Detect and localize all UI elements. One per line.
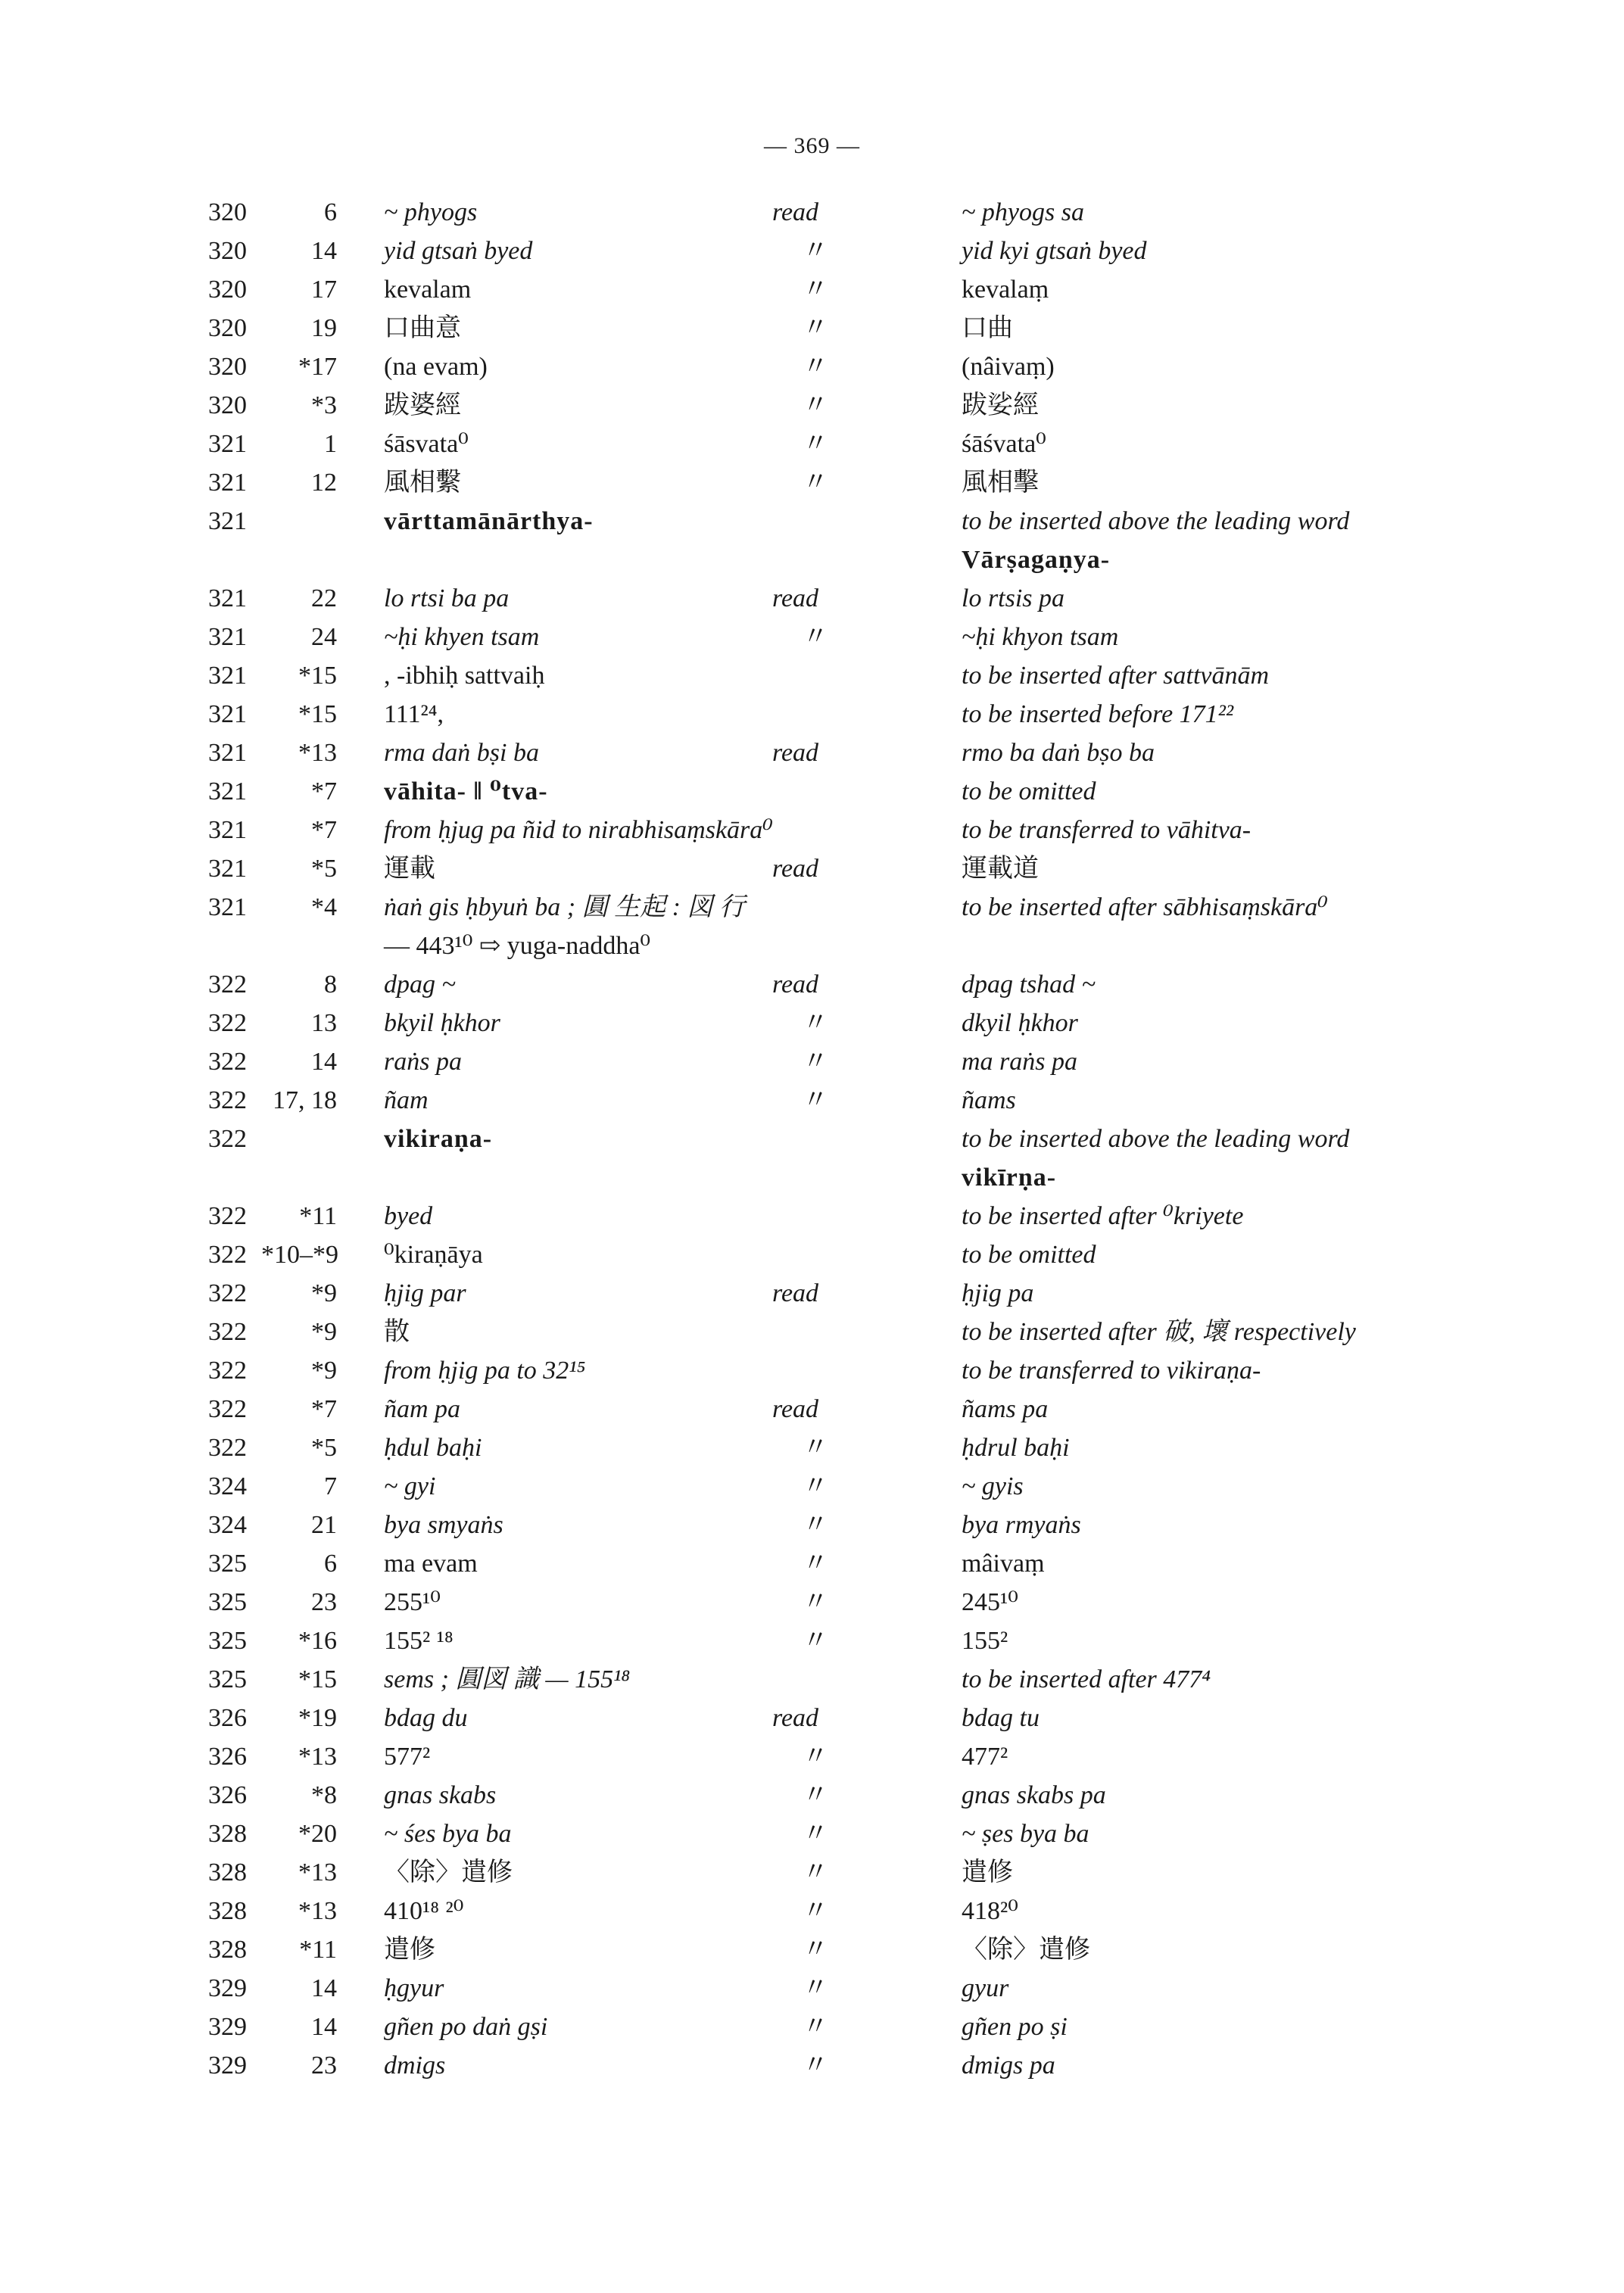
headword-entry: Vārṣagaṇya- [962, 546, 1111, 574]
errata-row [0, 811, 1624, 849]
erroneous-text: gñen po daṅ gṣi [384, 2013, 548, 2041]
erroneous-text: ~ gyi [384, 1472, 436, 1500]
erroneous-text: sems ; 圓図 識 — 155¹⁸ [384, 1665, 631, 1693]
page-ref: 320 [208, 314, 247, 342]
errata-row [0, 1042, 1624, 1081]
corrected-text: 遣修 [962, 1858, 1013, 1886]
errata-row [0, 1467, 1624, 1506]
errata-row [0, 772, 1624, 811]
line-ref: *11 [299, 1202, 337, 1230]
line-ref: *5 [311, 855, 337, 883]
corrected-text: to be inserted before 171²² [962, 700, 1234, 728]
page-ref: 321 [208, 430, 247, 458]
line-ref: *7 [311, 1395, 337, 1423]
erroneous-text: kevalam [384, 276, 472, 304]
line-ref: 6 [324, 1550, 337, 1578]
errata-row [0, 347, 1624, 386]
corrected-text: ma raṅs pa [962, 1048, 1078, 1076]
errata-row [0, 734, 1624, 772]
ditto-mark: 〃 [803, 2013, 828, 2041]
line-ref: *3 [311, 391, 337, 419]
corrected-text: 口曲 [962, 314, 1013, 342]
corrected-text: to be transferred to vikiraṇa- [962, 1357, 1261, 1385]
errata-row [0, 1351, 1624, 1390]
line-ref: *20 [298, 1820, 337, 1848]
erroneous-text: 跋婆經 [384, 391, 461, 419]
page-ref: 321 [208, 855, 247, 883]
erroneous-text: (na evam) [384, 353, 488, 381]
instruction-text: to be inserted above the leading word [962, 507, 1350, 535]
page-ref: 321 [208, 777, 247, 805]
line-ref: *15 [298, 700, 337, 728]
errata-row [0, 309, 1624, 347]
ditto-mark: 〃 [803, 237, 828, 265]
read-label: read [772, 970, 819, 999]
errata-row [0, 849, 1624, 888]
errata-row [0, 232, 1624, 270]
page-ref: 320 [208, 198, 247, 226]
page-ref: 325 [208, 1627, 247, 1655]
corrected-text [962, 502, 1349, 579]
corrected-text: 477² [962, 1743, 1008, 1771]
read-label: read [772, 1704, 819, 1732]
line-ref: 1 [324, 430, 337, 458]
line-ref: 21 [311, 1511, 337, 1539]
line-ref: *15 [298, 662, 337, 690]
corrected-text: gñen po ṣi [962, 2013, 1068, 2041]
page-ref: 325 [208, 1550, 247, 1578]
erroneous-text: yid gtsaṅ byed [384, 237, 533, 265]
ditto-mark: 〃 [803, 1550, 828, 1578]
page-ref: 324 [208, 1472, 247, 1500]
erroneous-text: 風相繫 [384, 469, 461, 497]
line-ref: *7 [311, 777, 337, 805]
page-number: — 369 — [764, 133, 860, 158]
corrected-text: lo rtsis pa [962, 584, 1065, 612]
line-ref: 6 [324, 198, 337, 226]
line-ref: *10–*9 [261, 1241, 338, 1269]
errata-row [0, 656, 1624, 695]
read-label: read [772, 584, 819, 612]
line-ref: *4 [311, 893, 337, 921]
ditto-mark: 〃 [803, 1588, 828, 1616]
erroneous-text [384, 888, 745, 965]
errata-row [0, 888, 1624, 965]
corrected-text: gnas skabs pa [962, 1781, 1106, 1809]
headword-entry: vikīrṇa- [962, 1164, 1057, 1192]
errata-row [0, 1622, 1624, 1660]
corrected-text: to be inserted after sattvānām [962, 662, 1270, 690]
line-ref: *13 [298, 739, 337, 767]
erroneous-text: ñam pa [384, 1395, 461, 1423]
line-ref: 14 [311, 237, 337, 265]
errata-row [0, 2008, 1624, 2046]
errata-row [0, 1930, 1624, 1969]
ditto-mark: 〃 [803, 314, 828, 342]
errata-row [0, 1815, 1624, 1853]
corrected-text: 418²⁰ [962, 1897, 1018, 1925]
page-ref: 320 [208, 353, 247, 381]
corrected-text: bya rmyaṅs [962, 1511, 1081, 1539]
page-ref: 322 [208, 1395, 247, 1423]
corrected-text: ~ḥi khyon tsam [962, 623, 1119, 651]
corrected-text: 155² [962, 1627, 1008, 1655]
erroneous-text: bkyil ḥkhor [384, 1009, 500, 1037]
erroneous-text-line1: ṅaṅ gis ḥbyuṅ ba ; 圓 生起 : 図 行 [384, 893, 745, 921]
page-ref: 321 [208, 700, 247, 728]
page-ref: 321 [208, 662, 247, 690]
errata-row [0, 270, 1624, 309]
errata-row [0, 463, 1624, 502]
line-ref: *16 [298, 1627, 337, 1655]
errata-row [0, 1197, 1624, 1235]
read-label: read [772, 198, 819, 226]
page-ref: 329 [208, 1974, 247, 2002]
errata-row [0, 1506, 1624, 1544]
page-ref: 322 [208, 1279, 247, 1307]
errata-row [0, 1235, 1624, 1274]
headword-entry: vārttamānārthya- [384, 507, 594, 535]
corrected-text: ~ ṣes bya ba [962, 1820, 1089, 1848]
page-ref: 321 [208, 623, 247, 651]
errata-row [0, 1699, 1624, 1737]
page-ref: 321 [208, 507, 247, 535]
line-ref: 12 [311, 469, 337, 497]
ditto-mark: 〃 [803, 1048, 828, 1076]
erroneous-text: ñam [384, 1086, 429, 1114]
ditto-mark: 〃 [803, 1009, 828, 1037]
headword-entry: vāhita- ‖ ⁰tva- [384, 777, 548, 805]
erroneous-text: from ḥjug pa ñid to nirabhisaṃskāra⁰ [384, 816, 773, 844]
ditto-mark: 〃 [803, 1858, 828, 1886]
erroneous-text: 111²⁴, [384, 700, 444, 728]
errata-row [0, 1081, 1624, 1120]
corrected-text: kevalaṃ [962, 276, 1049, 304]
errata-row [0, 1428, 1624, 1467]
erroneous-text: śāsvata⁰ [384, 430, 469, 458]
corrected-text: 跋娑經 [962, 391, 1039, 419]
line-ref: *15 [298, 1665, 337, 1693]
erroneous-text: 運載 [384, 855, 435, 883]
errata-row [0, 1969, 1624, 2008]
line-ref: 14 [311, 1048, 337, 1076]
corrected-text: śāśvata⁰ [962, 430, 1046, 458]
corrected-text: dmigs pa [962, 2052, 1055, 2080]
erroneous-text: rma daṅ bṣi ba [384, 739, 539, 767]
corrected-text: to be transferred to vāhitva- [962, 816, 1252, 844]
erroneous-text: bya smyaṅs [384, 1511, 503, 1539]
errata-row [0, 1892, 1624, 1930]
read-label: read [772, 739, 819, 767]
line-ref: *13 [298, 1897, 337, 1925]
page-ref: 321 [208, 739, 247, 767]
corrected-text: gyur [962, 1974, 1009, 2002]
page-ref: 322 [208, 1202, 247, 1230]
read-label: read [772, 855, 819, 883]
page-ref: 322 [208, 1318, 247, 1346]
errata-row [0, 695, 1624, 734]
line-ref: *9 [311, 1279, 337, 1307]
corrected-text: ḥdrul baḥi [962, 1434, 1070, 1462]
erroneous-text: ~ phyogs [384, 198, 478, 226]
erroneous-text: ma evam [384, 1550, 478, 1578]
corrected-text: 245¹⁰ [962, 1588, 1018, 1616]
page-ref: 325 [208, 1588, 247, 1616]
ditto-mark: 〃 [803, 391, 828, 419]
corrected-text: yid kyi gtsaṅ byed [962, 237, 1147, 265]
errata-row [0, 1660, 1624, 1699]
line-ref: *11 [299, 1936, 337, 1964]
corrected-text: 風相擊 [962, 469, 1039, 497]
errata-row [0, 425, 1624, 463]
errata-row [0, 1120, 1624, 1197]
corrected-text: dkyil ḥkhor [962, 1009, 1078, 1037]
erroneous-text: 410¹⁸ ²⁰ [384, 1897, 464, 1925]
erroneous-text: ~ śes bya ba [384, 1820, 512, 1848]
line-ref: *8 [311, 1781, 337, 1809]
errata-row [0, 193, 1624, 232]
page-ref: 322 [208, 1048, 247, 1076]
ditto-mark: 〃 [803, 623, 828, 651]
erroneous-text: lo rtsi ba pa [384, 584, 510, 612]
page-ref: 320 [208, 237, 247, 265]
page-ref: 321 [208, 469, 247, 497]
page-ref: 328 [208, 1936, 247, 1964]
erroneous-text: ~ḥi khyen tsam [384, 623, 540, 651]
line-ref: 17, 18 [273, 1086, 337, 1114]
line-ref: 8 [324, 970, 337, 999]
page-ref: 328 [208, 1858, 247, 1886]
corrected-text: ~ phyogs sa [962, 198, 1084, 226]
corrected-text: (nâivaṃ) [962, 353, 1055, 381]
ditto-mark: 〃 [803, 1743, 828, 1771]
ditto-mark: 〃 [803, 1627, 828, 1655]
instruction-text: to be inserted above the leading word [962, 1125, 1350, 1153]
corrected-text: ~ gyis [962, 1472, 1024, 1500]
erroneous-text: gnas skabs [384, 1781, 497, 1809]
corrected-text: to be omitted [962, 1241, 1096, 1269]
page-ref: 328 [208, 1820, 247, 1848]
corrected-text: 運載道 [962, 855, 1039, 883]
line-ref: *7 [311, 816, 337, 844]
erroneous-text: 577² [384, 1743, 431, 1771]
erroneous-text: ⁰kiraṇāya [384, 1241, 483, 1269]
corrected-text: to be inserted after 477⁴ [962, 1665, 1211, 1693]
page-ref: 322 [208, 1434, 247, 1462]
ditto-mark: 〃 [803, 1897, 828, 1925]
corrected-text: mâivaṃ [962, 1550, 1045, 1578]
line-ref: 14 [311, 2013, 337, 2041]
ditto-mark: 〃 [803, 353, 828, 381]
erroneous-text: ḥjig par [384, 1279, 466, 1307]
errata-row [0, 1583, 1624, 1622]
erroneous-text: ḥdul baḥi [384, 1434, 482, 1462]
errata-row [0, 965, 1624, 1004]
line-ref: 7 [324, 1472, 337, 1500]
page-ref: 322 [208, 1241, 247, 1269]
ditto-mark: 〃 [803, 1434, 828, 1462]
erroneous-text: bdag du [384, 1704, 468, 1732]
corrected-text [962, 888, 1328, 927]
errata-row [0, 1853, 1624, 1892]
ditto-mark: 〃 [803, 276, 828, 304]
line-ref: *9 [311, 1357, 337, 1385]
errata-row [0, 618, 1624, 656]
errata-row [0, 1737, 1624, 1776]
page-ref: 322 [208, 970, 247, 999]
errata-row [0, 502, 1624, 579]
corrected-text: 〈除〉遣修 [962, 1936, 1090, 1964]
ditto-mark: 〃 [803, 1781, 828, 1809]
errata-row [0, 1004, 1624, 1042]
page-ref: 325 [208, 1665, 247, 1693]
page-ref: 322 [208, 1009, 247, 1037]
errata-row [0, 1313, 1624, 1351]
line-ref: 17 [311, 276, 337, 304]
page-ref: 326 [208, 1743, 247, 1771]
erroneous-text: 255¹⁰ [384, 1588, 441, 1616]
corrected-text: to be inserted after 破, 壞 respectively [962, 1318, 1356, 1346]
erroneous-text: 〈除〉遣修 [384, 1858, 513, 1886]
read-label: read [772, 1279, 819, 1307]
page-ref: 326 [208, 1704, 247, 1732]
errata-table [0, 193, 1624, 2085]
errata-row [0, 1390, 1624, 1428]
page-ref: 324 [208, 1511, 247, 1539]
line-ref: 23 [311, 1588, 337, 1616]
page-ref: 320 [208, 276, 247, 304]
ditto-mark: 〃 [803, 1086, 828, 1114]
page-ref: 321 [208, 816, 247, 844]
erroneous-text: raṅs pa [384, 1048, 462, 1076]
ditto-mark: 〃 [803, 1472, 828, 1500]
errata-row [0, 1544, 1624, 1583]
page-ref: 326 [208, 1781, 247, 1809]
ditto-mark: 〃 [803, 469, 828, 497]
corrected-text: ñams [962, 1086, 1016, 1114]
corrected-text: bdag tu [962, 1704, 1040, 1732]
erroneous-text: dmigs [384, 2052, 446, 2080]
line-ref: 14 [311, 1974, 337, 2002]
errata-row [0, 579, 1624, 618]
corrected-text [962, 1120, 1349, 1197]
corrected-text: to be omitted [962, 777, 1096, 805]
erroneous-text: byed [384, 1202, 433, 1230]
erroneous-text: ḥgyur [384, 1974, 444, 2002]
corrected-text: ñams pa [962, 1395, 1049, 1423]
errata-row [0, 386, 1624, 425]
ditto-mark: 〃 [803, 430, 828, 458]
line-ref: 23 [311, 2052, 337, 2080]
line-ref: *9 [311, 1318, 337, 1346]
corrected-text-line2: to be inserted after sābhisaṃskāra⁰ [962, 893, 1328, 921]
ditto-mark: 〃 [803, 1511, 828, 1539]
page-ref: 322 [208, 1125, 247, 1153]
erroneous-text: 散 [384, 1318, 410, 1346]
line-ref: 19 [311, 314, 337, 342]
corrected-text: to be inserted after ⁰kriyete [962, 1202, 1244, 1230]
line-ref: 13 [311, 1009, 337, 1037]
page-ref: 329 [208, 2013, 247, 2041]
erroneous-text-line2: — 443¹⁰ ⇨ yuga-naddha⁰ [384, 932, 651, 960]
ditto-mark: 〃 [803, 1820, 828, 1848]
line-ref: 22 [311, 584, 337, 612]
page-ref: 329 [208, 2052, 247, 2080]
corrected-text: rmo ba daṅ bṣo ba [962, 739, 1155, 767]
errata-row [0, 2046, 1624, 2085]
errata-row [0, 1274, 1624, 1313]
page-ref: 328 [208, 1897, 247, 1925]
erroneous-text: from ḥjig pa to 32¹⁵ [384, 1357, 586, 1385]
erroneous-text: dpag ~ [384, 970, 456, 999]
read-label: read [772, 1395, 819, 1423]
line-ref: *19 [298, 1704, 337, 1732]
line-ref: *5 [311, 1434, 337, 1462]
line-ref: *13 [298, 1743, 337, 1771]
erroneous-text: , -ibhiḥ sattvaiḥ [384, 662, 545, 690]
ditto-mark: 〃 [803, 1936, 828, 1964]
page-ref: 322 [208, 1086, 247, 1114]
line-ref: *13 [298, 1858, 337, 1886]
ditto-mark: 〃 [803, 1974, 828, 2002]
errata-row [0, 1776, 1624, 1815]
page-ref: 321 [208, 893, 247, 921]
erroneous-text: 口曲意 [384, 314, 461, 342]
headword-entry: vikiraṇa- [384, 1125, 493, 1153]
line-ref: 24 [311, 623, 337, 651]
erroneous-text: 155² ¹⁸ [384, 1627, 454, 1655]
corrected-text: ḥjig pa [962, 1279, 1034, 1307]
page-ref: 320 [208, 391, 247, 419]
ditto-mark: 〃 [803, 2052, 828, 2080]
erroneous-text: 遣修 [384, 1936, 435, 1964]
corrected-text: dpag tshad ~ [962, 970, 1096, 999]
page-ref: 322 [208, 1357, 247, 1385]
page-ref: 321 [208, 584, 247, 612]
line-ref: *17 [298, 353, 337, 381]
